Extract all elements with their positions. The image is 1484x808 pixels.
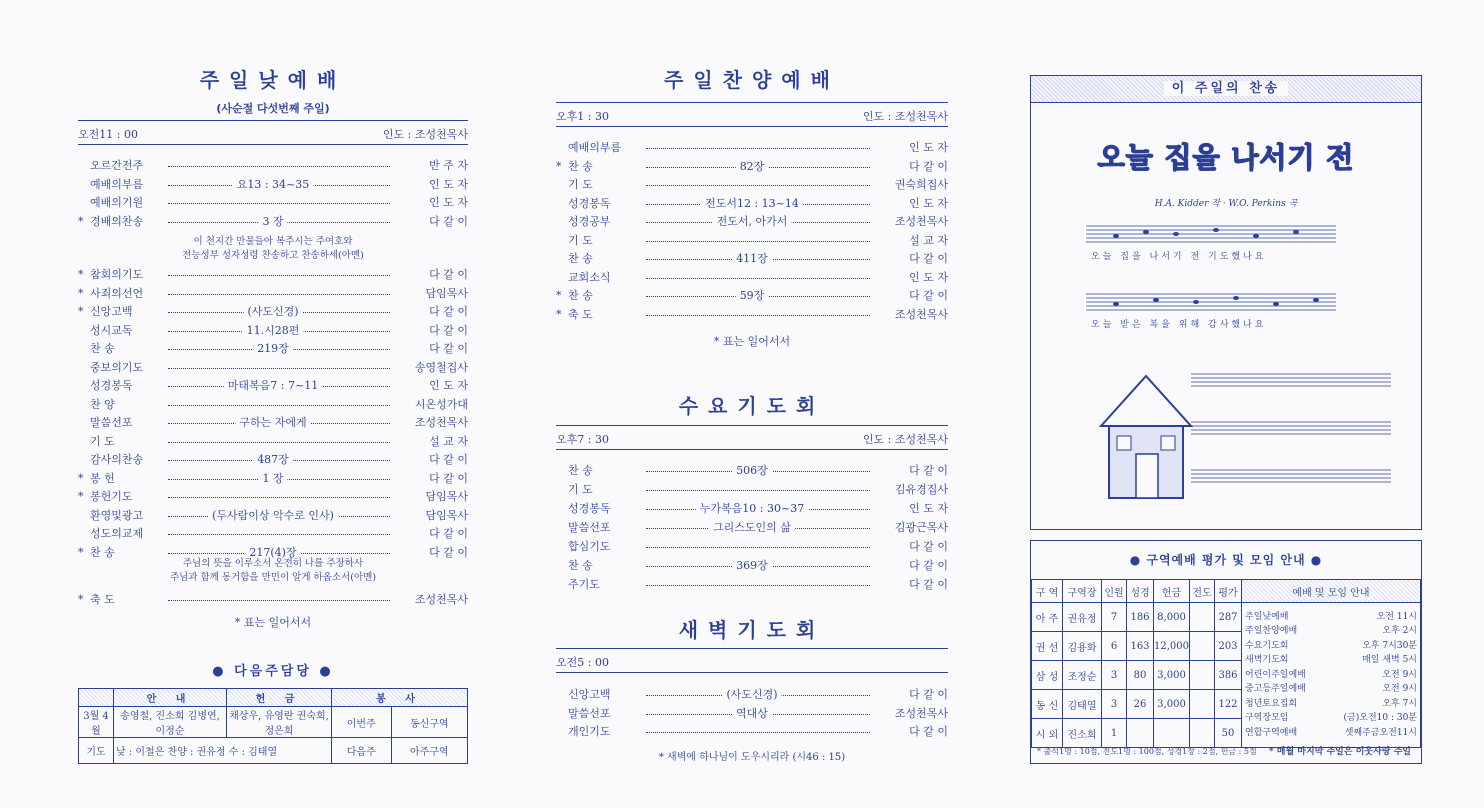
order-row xyxy=(556,176,948,193)
group-cell: 287 xyxy=(1215,603,1242,632)
group-cell xyxy=(1190,690,1215,719)
order-row xyxy=(78,591,468,608)
duty-next-week-group: 아주구역 xyxy=(391,738,467,764)
group-report-title: ● 구역예배 평가 및 모임 안내 ● xyxy=(1129,553,1323,567)
item-name: 봉헌기도 xyxy=(90,490,133,503)
group-cell: 3 xyxy=(1102,690,1127,719)
duty-header-service: 봉 사 xyxy=(332,689,468,707)
item-name: 예배의기원 xyxy=(90,196,144,209)
item-person: 다 같 이 xyxy=(425,266,468,283)
sunday-service-subtitle: (사순절 다섯번째 주일) xyxy=(216,102,330,115)
item-name: 기 도 xyxy=(90,434,115,448)
sheet-music-2 xyxy=(1191,366,1391,516)
col-evangelism: 전도 xyxy=(1190,580,1215,603)
item-person: 인 도 자 xyxy=(905,195,948,212)
group-cell: 조정순 xyxy=(1063,661,1102,690)
sunday-service-header xyxy=(78,126,468,145)
item-person: 설 교 자 xyxy=(905,232,948,249)
wednesday-header xyxy=(556,431,948,450)
schedule-item: 주일낮예배 오전 11시 xyxy=(1245,611,1417,622)
group-rows xyxy=(1032,603,1421,748)
item-name: 신앙고백 xyxy=(90,305,133,318)
closing-note: 주님의 뜻을 이루소서 온전히 나를 주장하사 주님과 함께 동거함을 만민이 알게 하옵소서(아멘) xyxy=(169,558,377,583)
duty-prayer-detail: 낮 : 이철은 찬양 : 권유정 수 : 김태열 xyxy=(114,738,332,764)
item-person: 담임목사 xyxy=(421,488,468,505)
item-person: 다 같 이 xyxy=(905,158,948,175)
stand-marker: * xyxy=(78,471,84,485)
item-detail: (사도신경) xyxy=(243,303,302,320)
col-area: 구 역 xyxy=(1032,580,1063,603)
group-cell: 386 xyxy=(1215,661,1242,690)
order-row xyxy=(78,322,468,339)
item-detail: 마태복음7 : 7~11 xyxy=(224,377,322,394)
hymn-box-title: 이 주일의 찬송 xyxy=(1031,76,1421,103)
group-cell: 아 주 xyxy=(1032,603,1063,632)
order-row xyxy=(556,213,948,230)
group-cell: 시 외 xyxy=(1032,719,1063,748)
group-report-box xyxy=(1030,540,1422,764)
item-detail: 그리스도인의 삶 xyxy=(709,519,795,536)
order-row xyxy=(78,488,468,505)
item-detail: 487장 xyxy=(253,451,293,468)
item-name: 성도의교제 xyxy=(90,527,144,540)
item-person: 다 같 이 xyxy=(425,525,468,542)
item-person: 다 같 이 xyxy=(905,686,948,703)
order-row xyxy=(78,266,468,283)
item-detail: 요13 : 34~35 xyxy=(233,176,314,193)
item-name: 환영및광고 xyxy=(90,508,144,522)
item-name: 찬 송 xyxy=(90,545,115,559)
duty-offering: 채상우, 유영란 권숙희, 정은희 xyxy=(227,707,332,738)
item-person: 김유경집사 xyxy=(891,481,948,498)
item-person: 다 같 이 xyxy=(425,303,468,320)
praise-stand-note: * 표는 일어서서 xyxy=(713,335,791,348)
item-person: 인 도 자 xyxy=(905,139,948,156)
duty-date: 3월 4월 xyxy=(79,707,114,738)
item-person: 다 같 이 xyxy=(905,462,948,479)
item-name: 찬 송 xyxy=(568,559,593,572)
schedule-item: 구역장모임 (금)오전10 : 30분 xyxy=(1245,713,1417,724)
item-person: 송영철집사 xyxy=(411,359,468,376)
item-name: 중보의기도 xyxy=(90,360,144,374)
item-name: 찬 송 xyxy=(568,252,593,265)
item-detail: 전도서12 : 13~14 xyxy=(701,195,803,212)
wednesday-leader: 인도 : 조성천목사 xyxy=(862,433,948,446)
group-cell: 김용화 xyxy=(1063,632,1102,661)
group-cell: 26 xyxy=(1127,690,1154,719)
order-row xyxy=(556,576,948,593)
item-person: 반 주 자 xyxy=(425,157,468,174)
group-cell xyxy=(1190,632,1215,661)
group-cell: 6 xyxy=(1102,632,1127,661)
group-cell xyxy=(1190,661,1215,690)
group-cell: 203 xyxy=(1215,632,1242,661)
order-row xyxy=(556,158,948,175)
order-row xyxy=(78,285,468,302)
item-detail: 1 장 xyxy=(258,470,287,487)
order-row xyxy=(556,232,948,249)
hymn-box xyxy=(1030,75,1422,530)
item-name: 말씀선포 xyxy=(90,416,133,429)
item-detail: 3 장 xyxy=(258,213,287,230)
item-name: 찬 송 xyxy=(568,159,593,173)
stand-marker: * xyxy=(78,286,84,300)
item-name: 성시교독 xyxy=(90,323,133,337)
item-person: 인 도 자 xyxy=(425,194,468,211)
stand-marker: * xyxy=(78,268,84,281)
col-members: 인원 xyxy=(1102,580,1127,603)
dawn-time: 오전5 : 00 xyxy=(556,656,609,669)
item-name: 찬 송 xyxy=(568,289,593,302)
schedule-list xyxy=(1242,603,1421,748)
group-cell: 186 xyxy=(1127,603,1154,632)
item-detail: 59장 xyxy=(736,287,769,304)
group-cell: 삼 성 xyxy=(1032,661,1063,690)
sheet-music-1 xyxy=(1086,214,1336,354)
order-row xyxy=(556,557,948,574)
item-name: 성경봉독 xyxy=(90,379,133,392)
duty-this-week-group: 동신구역 xyxy=(391,707,467,738)
order-row xyxy=(556,195,948,212)
col-schedule: 예배 및 모임 안내 xyxy=(1242,580,1421,603)
item-name: 축 도 xyxy=(568,307,593,321)
item-person: 다 같 이 xyxy=(905,576,948,593)
group-cell xyxy=(1127,719,1154,748)
item-person: 조성천목사 xyxy=(891,306,948,323)
item-detail: 219장 xyxy=(253,340,293,357)
dawn-title: 새벽기도회 xyxy=(678,618,826,642)
item-name: 말씀선포 xyxy=(568,706,611,720)
item-detail: (두사람이상 악수로 인사) xyxy=(208,507,338,524)
item-name: 감사의찬송 xyxy=(90,453,144,466)
item-name: 기 도 xyxy=(568,233,593,247)
item-person: 권숙희집사 xyxy=(891,176,948,193)
stand-marker: * xyxy=(556,289,562,302)
doxology-note: 이 천지간 만물들아 복주시는 주여호와 전능성부 성자성령 찬송하고 찬송하세(아멘) xyxy=(182,236,364,261)
group-cell xyxy=(1190,603,1215,632)
item-person: 다 같 이 xyxy=(905,250,948,267)
col-bible: 성경 xyxy=(1127,580,1154,603)
order-row xyxy=(78,340,468,357)
order-row xyxy=(78,157,468,174)
order-row xyxy=(556,250,948,267)
item-person: 다 같 이 xyxy=(905,287,948,304)
item-name: 찬 송 xyxy=(568,464,593,477)
order-row xyxy=(556,500,948,517)
item-name: 교회소식 xyxy=(568,270,611,284)
service-leader: 인도 : 조성천목사 xyxy=(382,128,468,141)
order-row xyxy=(78,303,468,320)
item-name: 합심기도 xyxy=(568,540,611,553)
item-detail: 369장 xyxy=(732,557,772,574)
item-person: 조성천목사 xyxy=(891,213,948,230)
item-person: 조성천목사 xyxy=(411,591,468,608)
duty-next-week: 다음주 xyxy=(332,738,392,764)
stand-marker: * xyxy=(78,490,84,503)
stand-marker: * xyxy=(78,214,84,228)
item-person: 인 도 자 xyxy=(425,377,468,394)
group-cell: 권유정 xyxy=(1063,603,1102,632)
item-name: 오르간전주 xyxy=(90,159,144,172)
item-person: 다 같 이 xyxy=(425,544,468,561)
item-person: 인 도 자 xyxy=(425,176,468,193)
group-cell: 3,000 xyxy=(1154,690,1190,719)
item-name: 사죄의선언 xyxy=(90,286,144,300)
next-duty-table xyxy=(78,688,468,764)
duty-guide: 송영철, 진소희 김병연, 이정순 xyxy=(114,707,227,738)
group-cell: 122 xyxy=(1215,690,1242,719)
item-person: 김광근목사 xyxy=(891,519,948,536)
item-detail: 누가복음10 : 30~37 xyxy=(696,500,808,517)
item-person: 다 같 이 xyxy=(425,451,468,468)
order-row xyxy=(556,686,948,703)
scoring-footnote: * 출석1명 : 10점, 전도1명 : 100점, 성경1장 : 2점, 헌금 : 5점 xyxy=(1037,747,1257,756)
item-name: 성경공부 xyxy=(568,215,611,228)
order-row xyxy=(78,451,468,468)
stand-marker: * xyxy=(78,305,84,318)
order-row xyxy=(556,139,948,156)
stand-marker: * xyxy=(556,159,562,173)
item-name: 봉 헌 xyxy=(90,471,115,485)
hymn-song-title: 오늘 집을 나서기 전 xyxy=(1097,141,1355,174)
hymn-lyric-2: 오늘 받은 복을 위해 감사했나요 xyxy=(1091,320,1267,330)
group-cell: 12,000 xyxy=(1154,632,1190,661)
group-cell: 163 xyxy=(1127,632,1154,661)
praise-time: 오후1 : 30 xyxy=(556,110,609,123)
schedule-item: 연합구역예배 셋째주금오전11시 xyxy=(1245,727,1417,738)
schedule-item: 주일찬양예배 오후 2시 xyxy=(1245,626,1417,637)
item-detail: 역대상 xyxy=(732,705,772,722)
dawn-verse: * 새벽에 하나님이 도우시리라 (시46 : 15) xyxy=(658,752,846,763)
item-detail: (사도신경) xyxy=(722,686,781,703)
item-name: 말씀선포 xyxy=(568,521,611,534)
item-person: 다 같 이 xyxy=(905,723,948,740)
item-detail: 구하는 자에게 xyxy=(235,414,310,431)
hymn-lyric-1: 오늘 집을 나서기 전 기도했나요 xyxy=(1091,252,1267,262)
item-person: 다 같 이 xyxy=(905,538,948,555)
service-time: 오전11 : 00 xyxy=(78,128,138,141)
item-person: 다 같 이 xyxy=(425,322,468,339)
group-row xyxy=(1032,603,1421,632)
item-person: 조성천목사 xyxy=(411,414,468,431)
group-cell: 50 xyxy=(1215,719,1242,748)
next-duty-title: ● 다음주담당 ● xyxy=(212,664,334,679)
group-cell xyxy=(1190,719,1215,748)
praise-leader: 인도 : 조성천목사 xyxy=(862,110,948,123)
item-name: 축 도 xyxy=(90,593,115,606)
item-detail: 506장 xyxy=(732,462,772,479)
praise-service-header xyxy=(556,108,948,127)
item-detail: 전도서, 아가서 xyxy=(713,213,792,230)
item-name: 신앙고백 xyxy=(568,688,611,701)
group-cell: 80 xyxy=(1127,661,1154,690)
group-report-table xyxy=(1031,579,1421,748)
duty-prayer-label: 기도 xyxy=(79,738,114,764)
stand-note: * 표는 일어서서 xyxy=(234,616,312,629)
order-row xyxy=(556,723,948,740)
col-leader: 구역장 xyxy=(1063,580,1102,603)
item-person: 인 도 자 xyxy=(905,269,948,286)
group-cell: 1 xyxy=(1102,719,1127,748)
group-cell: 진소희 xyxy=(1063,719,1102,748)
order-row xyxy=(78,433,468,450)
item-name: 기 도 xyxy=(568,178,593,191)
group-cell: 김태열 xyxy=(1063,690,1102,719)
praise-service-title: 주일찬양예배 xyxy=(664,68,840,92)
item-detail: 217(4)장 xyxy=(245,544,300,561)
item-name: 경배의찬송 xyxy=(90,214,144,228)
col-offering: 헌금 xyxy=(1154,580,1190,603)
order-row xyxy=(78,507,468,524)
monthly-note: * 매월 마지막 주일은 이웃사랑 주일 xyxy=(1268,747,1411,757)
item-name: 찬 송 xyxy=(90,342,115,355)
wednesday-title: 수요기도회 xyxy=(678,394,826,418)
wednesday-time: 오후7 : 30 xyxy=(556,433,609,446)
item-detail: 411장 xyxy=(732,250,772,267)
group-cell: 3,000 xyxy=(1154,661,1190,690)
item-name: 찬 양 xyxy=(90,397,115,411)
order-row xyxy=(78,377,468,394)
order-row xyxy=(78,359,468,376)
duty-header-offering: 헌 금 xyxy=(227,689,332,707)
item-person: 다 같 이 xyxy=(905,557,948,574)
item-person: 설 교 자 xyxy=(425,433,468,450)
item-person: 다 같 이 xyxy=(425,213,468,230)
item-person: 다 같 이 xyxy=(425,470,468,487)
item-person: 조성천목사 xyxy=(891,705,948,722)
order-row xyxy=(78,470,468,487)
order-row xyxy=(78,396,468,413)
item-name: 주기도 xyxy=(568,578,600,591)
item-name: 성경봉독 xyxy=(568,502,611,515)
order-row xyxy=(556,287,948,304)
order-row xyxy=(556,538,948,555)
item-person: 담임목사 xyxy=(421,507,468,524)
duty-header-guide: 안 내 xyxy=(114,689,227,707)
house-illustration xyxy=(1091,366,1201,516)
stand-marker: * xyxy=(556,307,562,321)
schedule-item: 새벽기도회 매일 새벽 5시 xyxy=(1245,655,1417,666)
item-name: 성경봉독 xyxy=(568,196,611,210)
schedule-item: 어린이주일예배 오전 9시 xyxy=(1245,669,1417,680)
item-name: 기 도 xyxy=(568,483,593,496)
group-cell xyxy=(1154,719,1190,748)
hymn-credits: H.A. Kidder 작 · W.O. Perkins 곡 xyxy=(1154,199,1298,209)
item-person: 다 같 이 xyxy=(425,340,468,357)
item-name: 예배의부름 xyxy=(568,141,622,154)
item-name: 참회의기도 xyxy=(90,268,144,281)
stand-marker: * xyxy=(78,593,84,606)
col-score: 평가 xyxy=(1215,580,1242,603)
item-person: 담임목사 xyxy=(421,285,468,302)
group-cell: 권 선 xyxy=(1032,632,1063,661)
item-person: 인 도 자 xyxy=(905,500,948,517)
order-row xyxy=(78,525,468,542)
order-row xyxy=(556,481,948,498)
item-person: 시온성가대 xyxy=(411,396,468,413)
group-cell: 동 신 xyxy=(1032,690,1063,719)
item-detail: 82장 xyxy=(736,158,769,175)
item-detail: 11.시28편 xyxy=(243,322,304,339)
order-row xyxy=(78,194,468,211)
group-cell: 8,000 xyxy=(1154,603,1190,632)
schedule-item: 청년토요집회 오후 7시 xyxy=(1245,698,1417,709)
order-row xyxy=(78,414,468,431)
order-row xyxy=(556,306,948,323)
order-row xyxy=(556,269,948,286)
duty-this-week: 이번주 xyxy=(332,707,392,738)
order-row xyxy=(556,462,948,479)
group-cell: 3 xyxy=(1102,661,1127,690)
order-row xyxy=(556,705,948,722)
order-row xyxy=(78,213,468,230)
stand-marker: * xyxy=(78,545,84,559)
order-row xyxy=(78,176,468,193)
schedule-item: 중고등주일예배 오전 9시 xyxy=(1245,684,1417,695)
order-row xyxy=(556,519,948,536)
schedule-item: 수요기도회 오후 7시30분 xyxy=(1245,640,1417,651)
item-name: 예배의부름 xyxy=(90,177,144,191)
item-name: 개인기도 xyxy=(568,725,611,738)
sunday-service-title: 주일낮예배 xyxy=(199,68,347,92)
dawn-header xyxy=(556,654,948,673)
group-cell: 7 xyxy=(1102,603,1127,632)
